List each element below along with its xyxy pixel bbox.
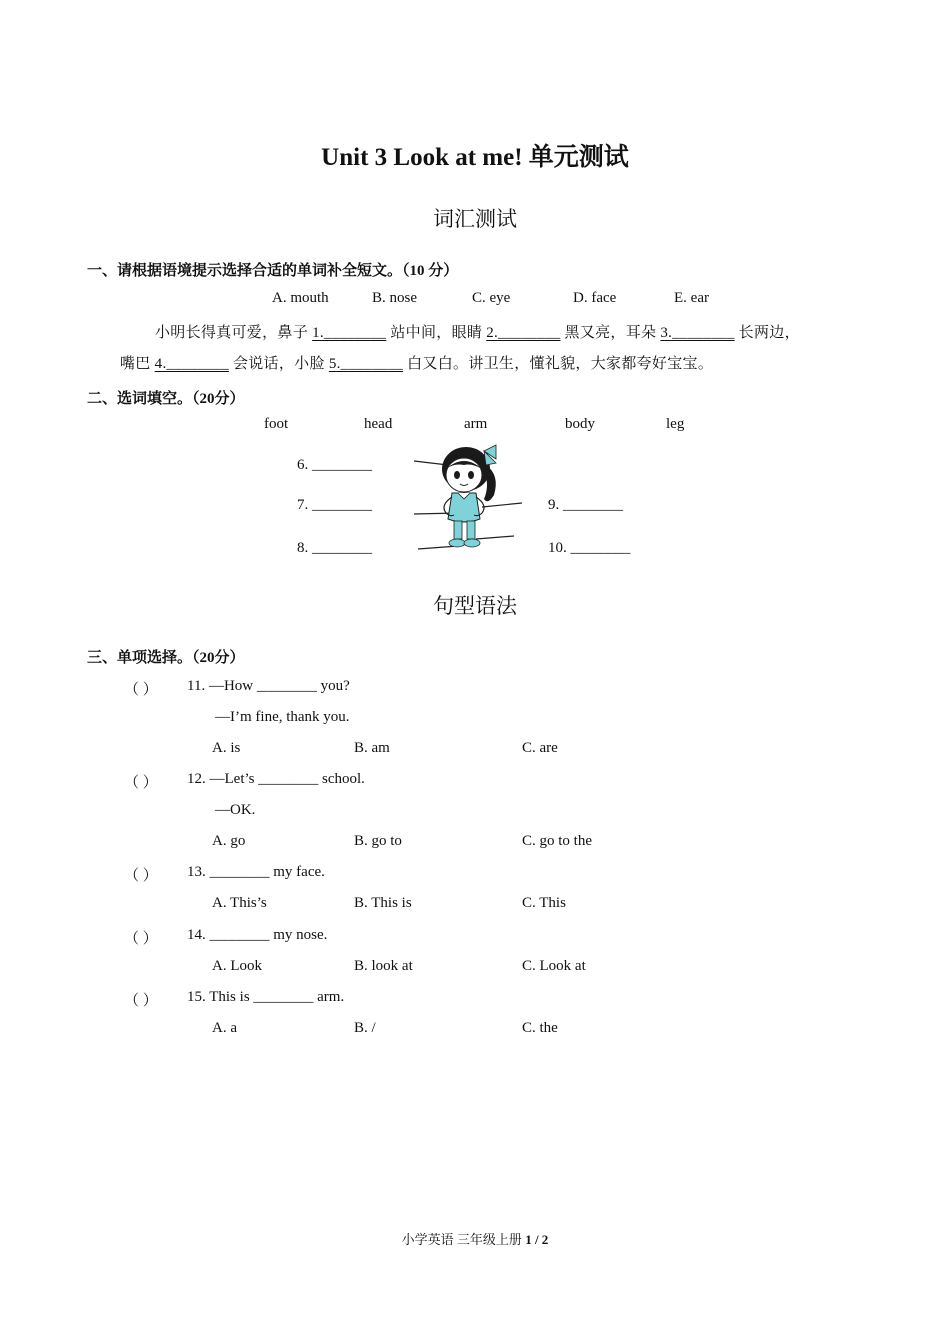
blank-8: 8. ________ [297,540,372,556]
passage-text: 站中间，眼睛 [386,325,487,341]
blank-2: 2.________ [486,325,561,341]
word-head: head [364,416,393,432]
passage-line-1 [155,321,800,342]
leg-left [454,521,462,539]
section2-heading: 二、选词填空。（20分） [87,391,245,407]
answer-paren: （ ） [124,993,158,1009]
question-11: 11. —How ________ you? [187,678,350,694]
q11-option-c: C. are [522,740,558,756]
question-15: 15. This is ________ arm. [187,989,345,1005]
q13-option-c: C. This [522,895,566,911]
q13-option-b: B. This is [354,895,412,911]
q12-option-c: C. go to the [522,833,592,849]
answer-paren: （ ） [124,868,158,884]
shoe-right [464,539,480,547]
passage-text: 黑又亮，耳朵 [560,325,661,341]
q14-option-a: A. Look [212,958,262,974]
page-number: 1 / 2 [525,1232,549,1247]
pointer-line-leg [476,536,514,539]
q11-option-b: B. am [354,740,390,756]
section1-heading: 一、请根据语境提示选择合适的单词补全短文。（10 分） [87,263,459,279]
blank-6: 6. ________ [297,457,372,473]
word-body: body [565,416,595,432]
option-b: B. nose [372,290,417,306]
q13-option-a: A. This’s [212,895,267,911]
pointer-line-arm [482,503,522,507]
blank-5: 5.________ [328,356,404,372]
option-e: E. ear [674,290,709,306]
passage-line-2 [120,352,713,373]
hair-bow [484,445,496,465]
leg-right [467,521,475,539]
option-a: A. mouth [272,290,329,306]
page-title: Unit 3 Look at me! 单元测试 [321,144,629,171]
q15-option-b: B. / [354,1020,376,1036]
blank-10: 10. ________ [548,540,631,556]
word-foot: foot [264,416,289,432]
blank-4: 4.________ [154,356,229,372]
ponytail [484,465,496,501]
blank-3: 3.________ [660,325,735,341]
page-footer [0,1229,950,1248]
passage-text: 小明长得真可爱，鼻子 [155,325,313,341]
answer-paren: （ ） [124,682,158,698]
passage-text: 会说话，小脸 [228,356,329,372]
vocab-heading: 词汇测试 [433,207,517,231]
blank-9: 9. ________ [548,497,623,513]
passage-text: 白又白。讲卫生，懂礼貌，大家都夸好宝宝。 [403,356,714,372]
q14-option-b: B. look at [354,958,413,974]
eye-left [454,471,460,479]
girl-illustration [410,443,530,559]
q15-option-c: C. the [522,1020,558,1036]
answer-paren: （ ） [124,931,158,947]
question-14: 14. ________ my nose. [187,927,328,943]
blank-1: 1.________ [312,325,387,341]
q11-option-a: A. is [212,740,241,756]
eye-right [468,471,474,479]
question-12: 12. —Let’s ________ school. [187,771,365,787]
question-13: 13. ________ my face. [187,864,325,880]
shoe-left [449,539,465,547]
q14-option-c: C. Look at [522,958,586,974]
word-arm: arm [464,416,488,432]
passage-text: 嘴巴 [120,356,155,372]
word-leg: leg [666,416,685,432]
option-c: C. eye [472,290,511,306]
grammar-heading: 句型语法 [433,594,517,618]
answer-paren: （ ） [124,775,158,791]
passage-text: 长两边， [734,325,800,341]
option-d: D. face [573,290,617,306]
section3-heading: 三、单项选择。（20分） [87,650,245,666]
q12-option-a: A. go [212,833,246,849]
q15-option-a: A. a [212,1020,237,1036]
blank-7: 7. ________ [297,497,372,513]
q12-option-b: B. go to [354,833,402,849]
reply-11: —I’m fine, thank you. [215,709,350,725]
reply-12: —OK. [215,802,256,818]
footer-text: 小学英语 三年级上册 [401,1232,526,1247]
